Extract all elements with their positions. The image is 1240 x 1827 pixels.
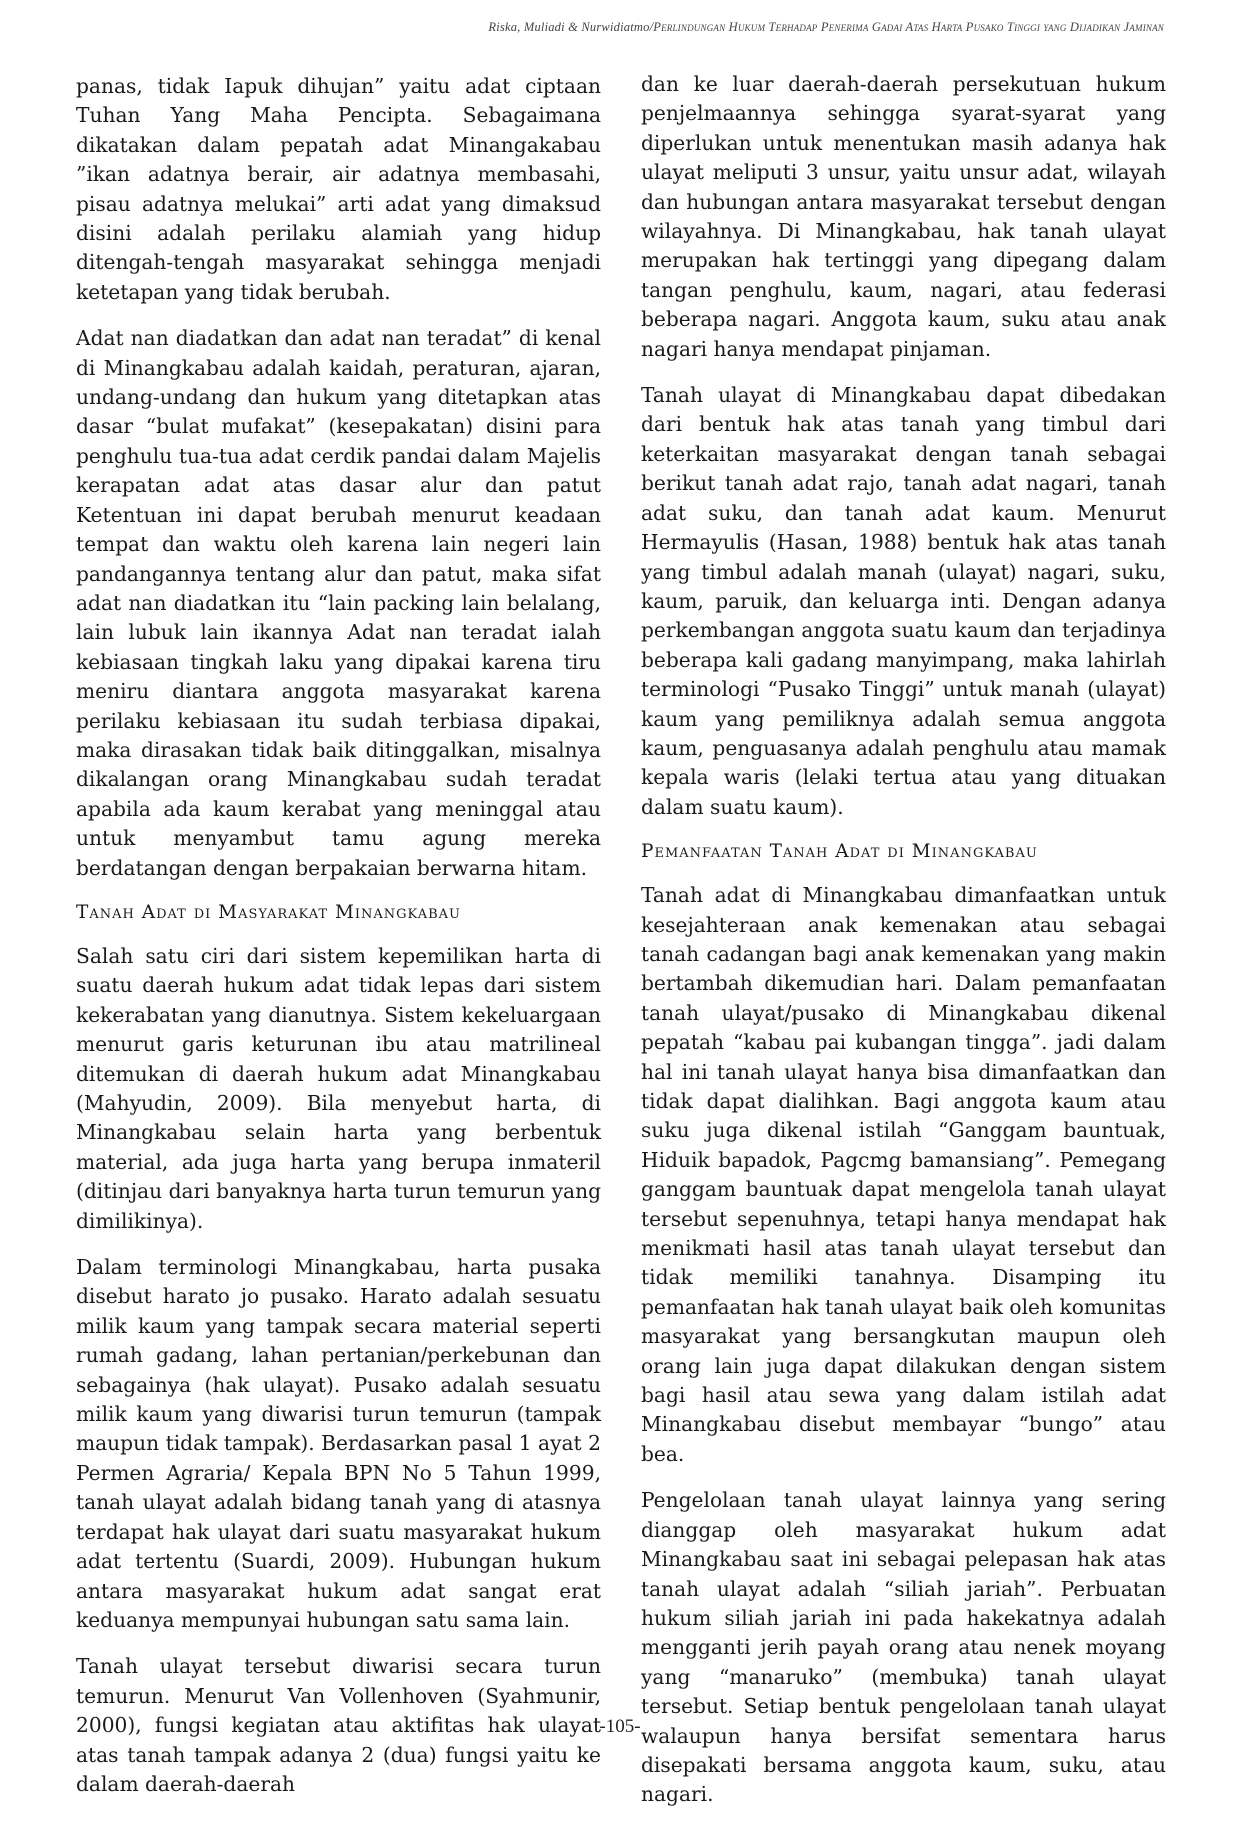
paragraph: Tanah adat di Minangkabau dimanfaatkan untuk kesejahteraan anak kemenakan atau sebagai tanah cadangan bagi anak kemenakan yang makin bertambah dikemudian hari. Dalam pemanfaatan tanah ulayat/pusako di Minangkabau dikenal pepatah “kabau pai kubangan tingga”. jadi dalam hal ini tanah ulayat hanya bisa dimanfaatkan dan tidak dapat dialihkan. Bagi anggota kaum atau suku juga dikenal istilah “Ganggam bauntuak, Hiduik bapadok, Pagcmg bamansiang”. Pemegang ganggam bauntuak dapat mengelola tanah ulayat tersebut sepenuhnya, tetapi hanya mendapat hak menikmati hasil atas tanah ulayat tersebut dan tidak memiliki tanahnya. Disamping itu pemanfaatan hak tanah ulayat baik oleh komunitas masyarakat yang bersangkutan maupun oleh orang lain juga dapat dilakukan dengan sistem bagi hasil atau sewa yang dalam istilah adat Minangkabau disebut membayar “bungo” atau bea. xyxy=(641,883,1166,1466)
paragraph: panas, tidak Iapuk dihujan” yaitu adat ciptaan Tuhan Yang Maha Pencipta. Sebagaimana dikatakan dalam pepatah adat Minangakabau ”ikan adatnya berair, air adatnya membasahi, pisau adatnya melukai” arti adat yang dimaksud disini adalah perilaku alamiah yang hidup ditengah-tengah masyarakat sehingga menjadi ketetapan yang tidak berubah. xyxy=(76,74,601,304)
paragraph: Dalam terminologi Minangkabau, harta pusaka disebut harato jo pusako. Harato adalah sesuatu milik kaum yang tampak secara material seperti rumah gadang, lahan pertanian/perkebunan dan sebagainya (hak ulayat). Pusako adalah sesuatu milik kaum yang diwarisi turun temurun (tampak maupun tidak tampak). Berdasarkan pasal 1 ayat 2 Permen Agraria/ Kepala BPN No 5 Tahun 1999, tanah ulayat adalah bidang tanah yang di atasnya terdapat hak ulayat dari suatu masyarakat hukum adat tertentu (Suardi, 2009). Hubungan hukum antara masyarakat hukum adat sangat erat keduanya mempunyai hubungan satu sama lain. xyxy=(76,1255,601,1632)
paragraph: Pengelolaan tanah ulayat lainnya yang sering dianggap oleh masyarakat hukum adat Minangkabau saat ini sebagai pelepasan hak atas tanah ulayat adalah “siliah jariah”. Perbuatan hukum siliah jariah ini pada hakekatnya adalah mengganti jerih payah orang atau nenek moyang yang “manaruko” (membuka) tanah ulayat tersebut. Setiap bentuk pengelolaan tanah ulayat walaupun hanya bersifat sementara harus disepakati bersama anggota kaum, suku, atau nagari. xyxy=(641,1488,1166,1807)
paragraph: Salah satu ciri dari sistem kepemilikan harta di suatu daerah hukum adat tidak lepas dari sistem kekerabatan yang dianutnya. Sistem kekeluargaan menurut garis keturunan ibu atau matrilineal ditemukan di daerah hukum adat Minangkabau (Mahyudin, 2009). Bila menyebut harta, di Minangkabau selain harta yang berbentuk material, ada juga harta yang berupa inmateril (ditinjau dari banyaknya harta turun temurun yang dimilikinya). xyxy=(76,943,601,1233)
left-column xyxy=(76,72,601,1816)
section-heading: Tanah Adat di Masyarakat Minangkabau xyxy=(76,901,462,923)
paragraph: Tanah ulayat di Minangkabau dapat dibedakan dari bentuk hak atas tanah yang timbul dari keterkaitan masyarakat dengan tanah sebagai berikut tanah adat rajo, tanah adat nagari, tanah adat suku, dan tanah adat kaum. Menurut Hermayulis (Hasan, 1988) bentuk hak atas tanah yang timbul adalah manah (ulayat) nagari, suku, kaum, paruik, dan keluarga inti. Dengan adanya perkembangan anggota suatu kaum dan terjadinya beberapa kali gadang manyimpang, maka lahirlah terminologi “Pusako Tinggi” untuk manah (ulayat) kaum yang pemiliknya adalah semua anggota kaum, penguasanya adalah penghulu atau mamak kepala waris (lelaki tertua atau yang dituakan dalam suatu kaum). xyxy=(641,383,1166,819)
running-header xyxy=(60,20,1164,35)
header-title: Perlindungan Hukum Terhadap Penerima Gadai Atas Harta Pusako Tinggi yang Dijadikan Jaminan xyxy=(653,20,1164,34)
paragraph: Tanah ulayat tersebut diwarisi secara turun temurun. Menurut Van Vollenhoven (Syahmunir, 2000), fungsi kegiatan atau aktifitas hak ulayat atas tanah tampak adanya 2 (dua) fungsi yaitu ke dalam daerah-daerah xyxy=(76,1654,601,1796)
page-number: -105- xyxy=(599,1716,641,1737)
paragraph: dan ke luar daerah-daerah persekutuan hukum penjelmaannya sehingga syarat-syarat yang diperlukan untuk menentukan masih adanya hak ulayat meliputi 3 unsur, yaitu unsur adat, wilayah dan hubungan antara masyarakat tersebut dengan wilayahnya. Di Minangkabau, hak tanah ulayat merupakan hak tertinggi yang dipegang dalam tangan penghulu, kaum, nagari, atau federasi beberapa nagari. Anggota kaum, suku atau anak nagari hanya mendapat pinjaman. xyxy=(641,72,1166,361)
paragraph: Adat nan diadatkan dan adat nan teradat” di kenal di Minangkabau adalah kaidah, peraturan, ajaran, undang-undang dan hukum yang ditetapkan atas dasar “bulat mufakat” (kesepakatan) disini para penghulu tua-tua adat cerdik pandai dalam Majelis kerapatan adat atas dasar alur dan patut Ketentuan ini dapat berubah menurut keadaan tempat dan waktu oleh karena lain negeri lain pandangannya tentang alur dan patut, maka sifat adat nan diadatkan itu “lain packing lain belalang, lain lubuk lain ikannya Adat nan teradat ialah kebiasaan tingkah laku yang dipakai karena tiru meniru diantara anggota masyarakat karena perilaku kebiasaan itu sudah terbiasa dipakai, maka dirasakan tidak baik ditinggalkan, misalnya dikalangan orang Minangkabau sudah teradat apabila ada kaum kerabat yang meninggal atau untuk menyambut tamu agung mereka berdatangan dengan berpakaian berwarna hitam. xyxy=(76,326,601,880)
section-heading: Pemanfaatan Tanah Adat di Minangkabau xyxy=(641,841,1038,863)
header-authors: Riska, Muliadi & Nurwidiatmo/ xyxy=(488,20,654,34)
right-column xyxy=(641,70,1166,1827)
